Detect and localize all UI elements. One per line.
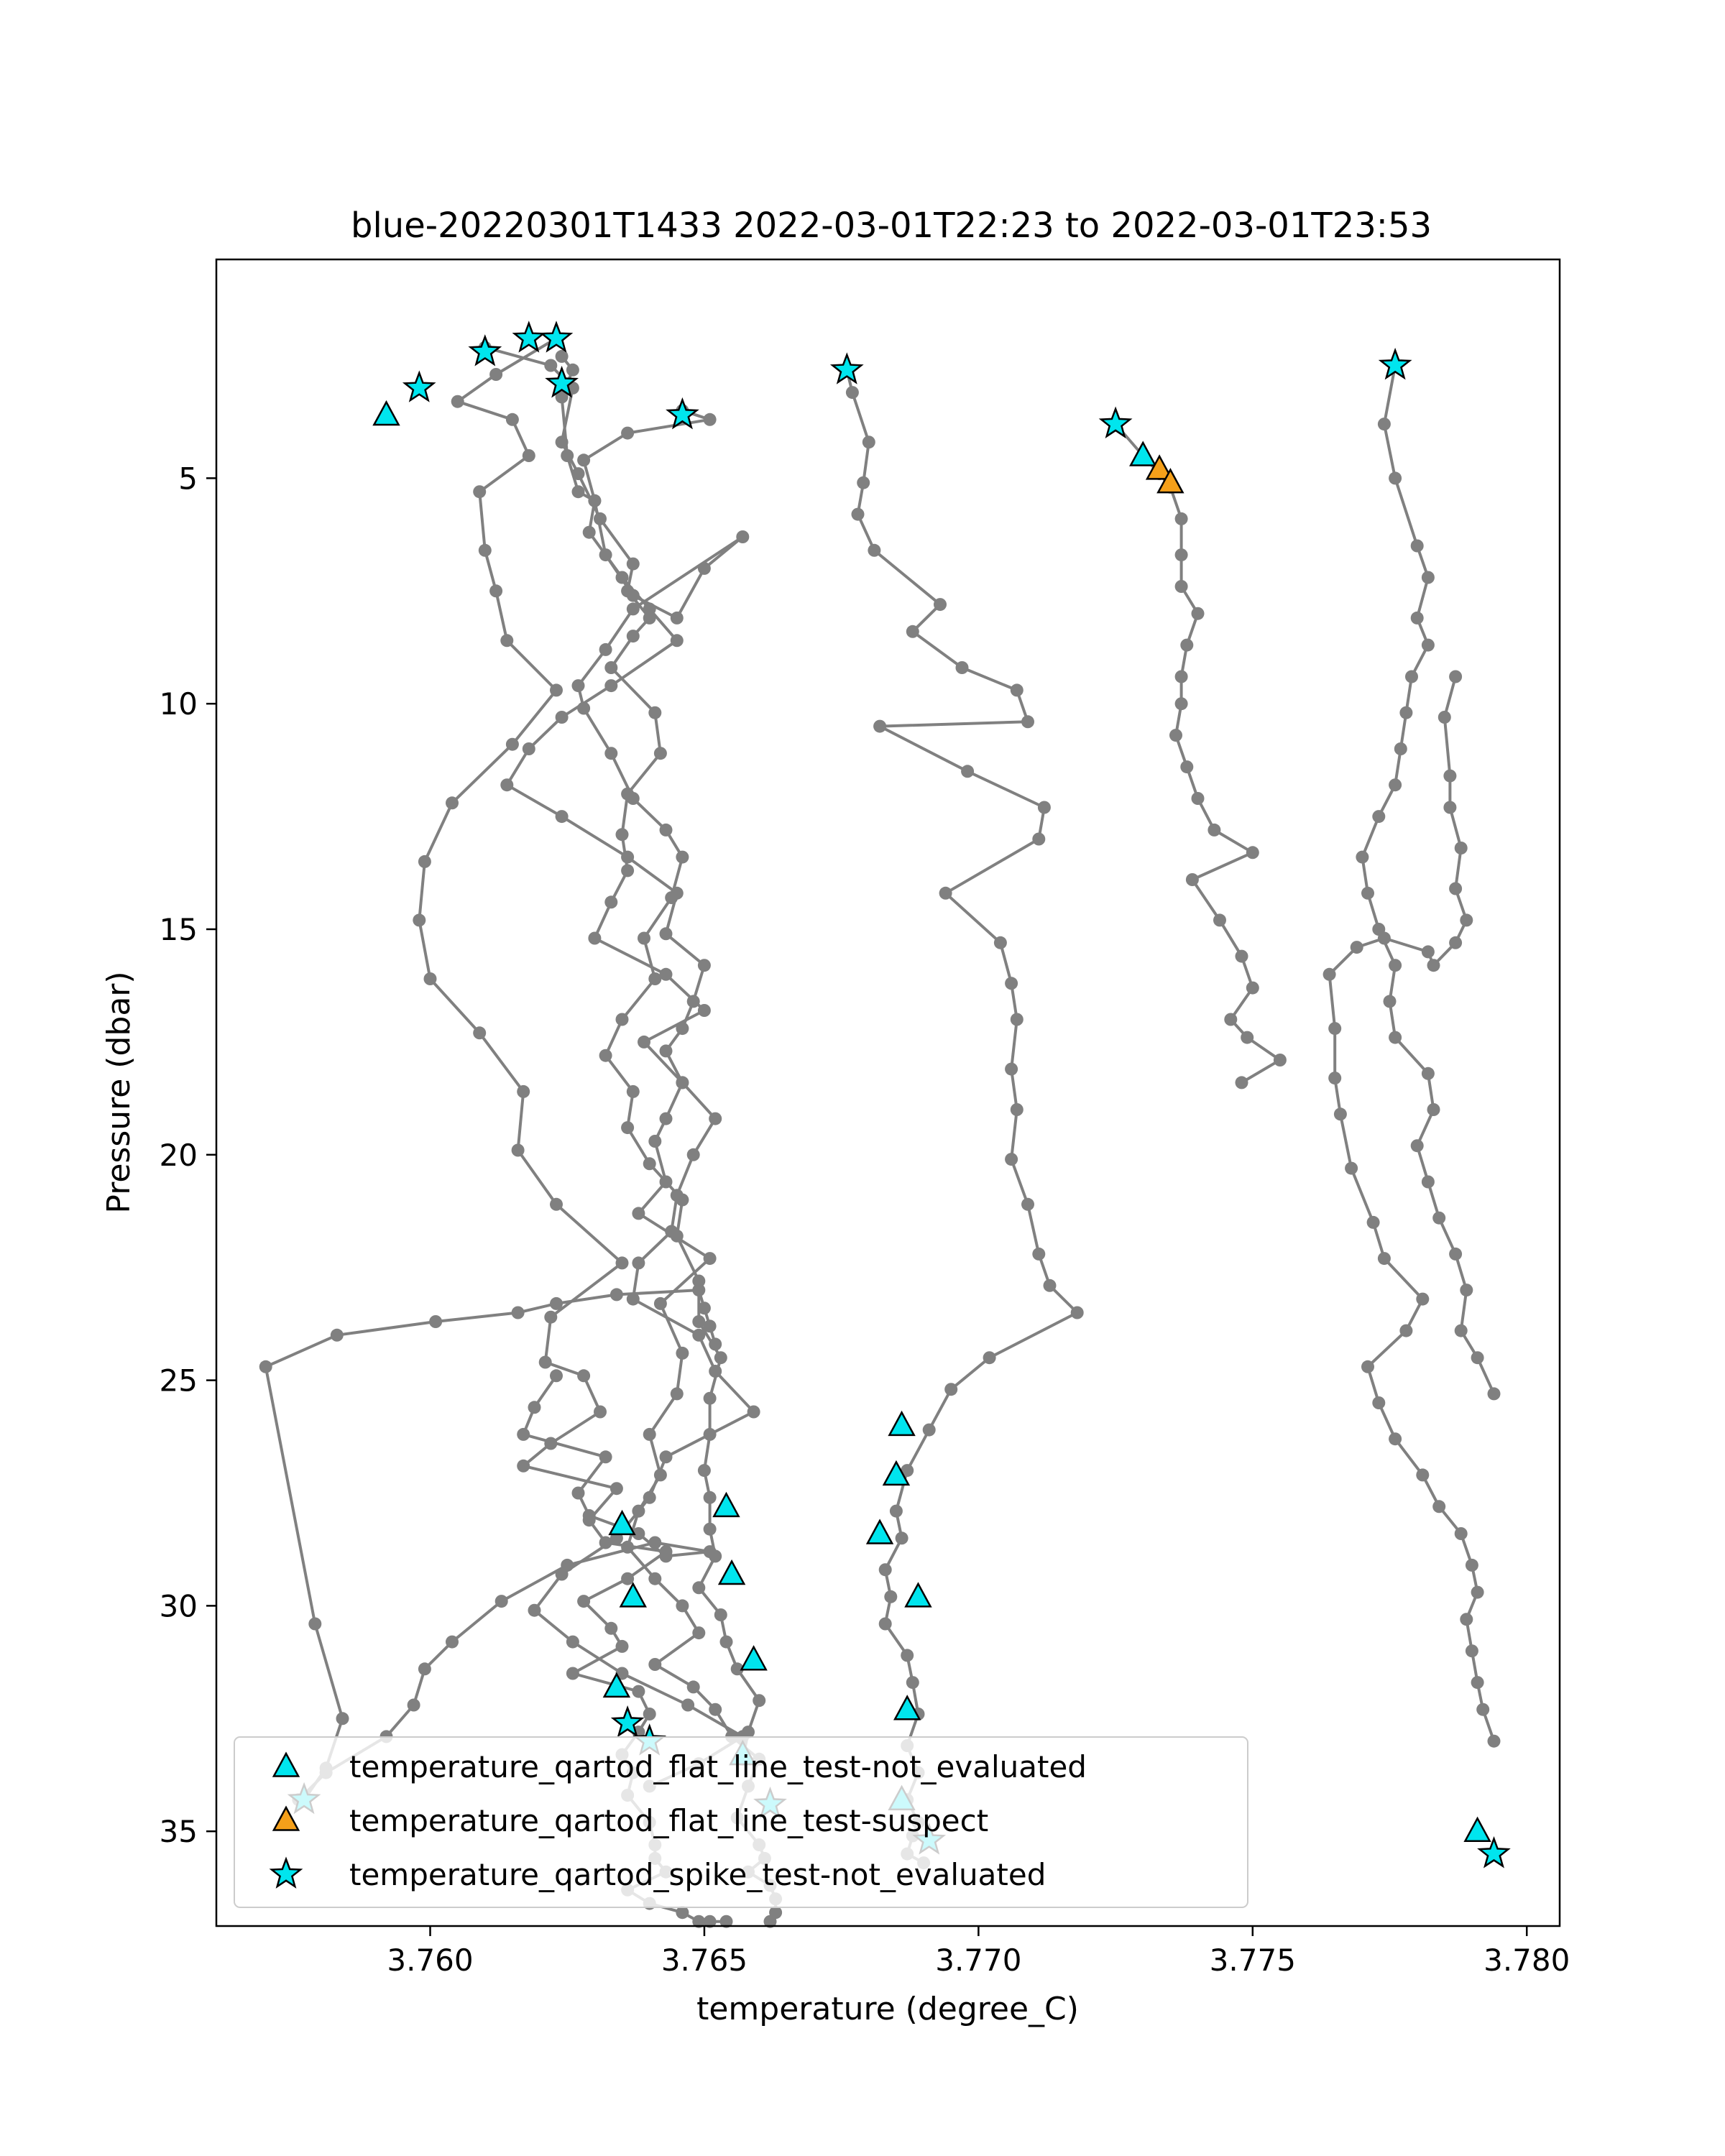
profile-point	[1192, 607, 1205, 620]
profile-point	[1443, 801, 1456, 814]
profile-point	[704, 1392, 717, 1405]
profile-point	[1389, 1432, 1402, 1445]
profile-point	[879, 1563, 892, 1576]
profile-point	[1422, 1067, 1435, 1080]
profile-point	[566, 1636, 579, 1649]
profile-point	[512, 1307, 525, 1319]
profile-point	[692, 1626, 705, 1639]
profile-point	[1323, 968, 1336, 981]
profile-point	[994, 936, 1007, 949]
x-tick-label: 3.765	[661, 1943, 748, 1978]
profile-point	[1389, 959, 1402, 972]
profile-point	[621, 864, 634, 877]
profile-point	[698, 959, 711, 972]
profile-point	[1389, 778, 1402, 791]
profile-point	[1394, 742, 1407, 755]
profile-point	[704, 1252, 717, 1265]
profile-point	[1466, 1559, 1478, 1572]
profile-point	[588, 494, 601, 507]
profile-point	[648, 1537, 661, 1549]
profile-point	[1005, 977, 1018, 990]
profile-point	[1443, 770, 1456, 783]
profile-point	[714, 1351, 727, 1364]
profile-point	[1416, 1468, 1429, 1481]
profile-point	[1246, 982, 1259, 995]
profile-point	[687, 1148, 700, 1161]
profile-point	[676, 851, 689, 864]
profile-point	[879, 1618, 892, 1631]
profile-point	[1328, 1022, 1341, 1035]
profile-point	[709, 1365, 722, 1378]
profile-point	[862, 436, 875, 448]
profile-point	[1432, 1500, 1445, 1513]
profile-point	[643, 612, 656, 625]
profile-point	[698, 562, 711, 575]
profile-point	[1399, 1325, 1412, 1337]
profile-point	[906, 1676, 919, 1689]
profile-point	[692, 1581, 705, 1594]
profile-point	[1422, 945, 1435, 958]
profile-point	[561, 1559, 574, 1572]
profile-point	[638, 932, 650, 945]
profile-point	[1175, 671, 1188, 683]
profile-point	[1241, 1031, 1254, 1044]
profile-point	[704, 1523, 717, 1536]
profile-point	[1021, 715, 1034, 728]
profile-point	[1471, 1676, 1484, 1689]
legend	[234, 1737, 1248, 1907]
y-tick-label: 35	[159, 1814, 198, 1850]
legend-label: temperature_qartod_flat_line_test-not_evaluated	[349, 1749, 1087, 1784]
profile-point	[616, 828, 629, 841]
profile-point	[627, 558, 640, 571]
profile-point	[621, 584, 634, 597]
profile-point	[418, 855, 431, 868]
profile-point	[495, 1595, 508, 1608]
profile-point	[1449, 936, 1462, 949]
profile-point	[676, 1022, 689, 1035]
profile-point	[489, 368, 502, 381]
profile-point	[594, 1406, 607, 1419]
profile-point	[621, 1572, 634, 1585]
profile-point	[556, 711, 569, 724]
profile-point	[692, 1284, 705, 1296]
profile-point	[852, 508, 865, 521]
profile-point	[654, 1468, 667, 1481]
profile-point	[1208, 824, 1220, 837]
profile-point	[577, 1595, 590, 1608]
profile-point	[413, 913, 426, 926]
profile-point	[1438, 711, 1451, 724]
profile-point	[884, 1590, 897, 1603]
profile-point	[1032, 1248, 1045, 1261]
profile-point	[748, 1406, 760, 1419]
profile-point	[512, 1144, 525, 1157]
profile-point	[1372, 810, 1385, 823]
profile-point	[1466, 1644, 1478, 1657]
profile-point	[660, 1450, 673, 1463]
profile-point	[627, 602, 640, 615]
y-tick-label: 25	[159, 1363, 198, 1399]
profile-point	[550, 1369, 563, 1382]
profile-point	[621, 1121, 634, 1134]
profile-point	[1180, 760, 1193, 773]
profile-point	[676, 1347, 689, 1360]
profile-point	[506, 738, 519, 751]
profile-point	[704, 1319, 717, 1332]
profile-point	[604, 1622, 617, 1635]
profile-point	[720, 1636, 733, 1649]
profile-point	[599, 1537, 612, 1549]
profile-point	[550, 683, 563, 696]
profile-point	[1449, 883, 1462, 895]
profile-point	[500, 778, 513, 791]
profile-point	[599, 1049, 612, 1062]
profile-point	[1427, 959, 1440, 972]
x-tick-label: 3.775	[1209, 1943, 1296, 1978]
profile-point	[671, 634, 684, 647]
profile-point	[709, 1112, 722, 1125]
x-tick-label: 3.770	[935, 1943, 1022, 1978]
profile-point	[1422, 571, 1435, 584]
profile-point	[660, 927, 673, 940]
profile-point	[632, 1256, 645, 1269]
profile-point	[1213, 913, 1226, 926]
profile-point	[556, 436, 569, 448]
profile-point	[572, 1487, 585, 1500]
profile-point	[944, 1383, 957, 1396]
profile-point	[566, 364, 579, 377]
profile-point	[1367, 1216, 1380, 1229]
profile-point	[1399, 706, 1412, 719]
profile-point	[1236, 950, 1248, 963]
profile-point	[604, 661, 617, 674]
profile-point	[956, 661, 969, 674]
profile-point	[704, 413, 717, 426]
profile-point	[1372, 1396, 1385, 1409]
profile-point	[846, 386, 859, 399]
profile-point	[1274, 1054, 1287, 1067]
profile-point	[1460, 1284, 1473, 1296]
y-tick-label: 30	[159, 1588, 198, 1624]
profile-point	[923, 1424, 936, 1437]
profile-point	[1422, 639, 1435, 652]
profile-point	[961, 765, 974, 778]
profile-point	[660, 1176, 673, 1189]
profile-point	[676, 1599, 689, 1612]
profile-point	[308, 1618, 321, 1631]
profile-point	[671, 1189, 684, 1202]
profile-point	[544, 1311, 557, 1324]
profile-point	[671, 1387, 684, 1400]
profile-point	[259, 1360, 272, 1373]
profile-point	[616, 571, 629, 584]
profile-point	[1378, 418, 1391, 430]
profile-point	[660, 1044, 673, 1057]
x-tick-label: 3.780	[1484, 1943, 1570, 1978]
profile-point	[583, 526, 596, 539]
profile-point	[1328, 1072, 1341, 1084]
profile-point	[588, 932, 601, 945]
profile-point	[1361, 1360, 1374, 1373]
profile-point	[599, 1450, 612, 1463]
profile-point	[698, 1302, 711, 1314]
x-axis-label: temperature (degree_C)	[696, 1991, 1079, 2027]
profile-point	[604, 895, 617, 908]
profile-point	[660, 1112, 673, 1125]
x-tick-label: 3.760	[387, 1943, 474, 1978]
profile-point	[331, 1329, 344, 1342]
profile-point	[1351, 941, 1363, 954]
profile-point	[1416, 1293, 1429, 1306]
profile-point	[451, 395, 464, 408]
profile-point	[1071, 1307, 1084, 1319]
y-tick-label: 5	[178, 461, 198, 497]
profile-point	[901, 1649, 914, 1662]
profile-point	[704, 1428, 717, 1441]
profile-point	[1411, 1139, 1424, 1152]
profile-point	[704, 1545, 717, 1558]
profile-point	[654, 1297, 667, 1310]
profile-point	[648, 1572, 661, 1585]
profile-point	[1427, 1103, 1440, 1116]
profile-point	[544, 359, 557, 372]
profile-point	[983, 1351, 996, 1364]
profile-point	[544, 1437, 557, 1450]
profile-point	[934, 598, 947, 611]
profile-point	[539, 1356, 552, 1369]
profile-point	[692, 1329, 705, 1342]
profile-point	[868, 544, 880, 557]
profile-point	[550, 1198, 563, 1211]
profile-point	[577, 702, 590, 715]
profile-point	[687, 995, 700, 1008]
profile-point	[857, 476, 870, 489]
legend-label: temperature_qartod_flat_line_test-suspect	[349, 1803, 989, 1838]
profile-point	[1449, 671, 1462, 683]
profile-point	[572, 679, 585, 692]
profile-point	[906, 625, 919, 638]
profile-point	[1038, 801, 1051, 814]
profile-point	[1449, 1248, 1462, 1261]
profile-point	[473, 1026, 486, 1039]
profile-point	[890, 1505, 903, 1518]
profile-point	[1411, 540, 1424, 553]
profile-point	[473, 485, 486, 498]
profile-point	[648, 706, 661, 719]
profile-point	[709, 1337, 722, 1350]
profile-point	[1005, 1063, 1018, 1076]
y-tick-label: 20	[159, 1137, 198, 1173]
profile-point	[1389, 471, 1402, 484]
profile-point	[1175, 548, 1188, 561]
profile-point	[616, 1013, 629, 1026]
profile-point	[621, 851, 634, 864]
profile-point	[736, 530, 749, 543]
profile-point	[1180, 639, 1193, 652]
profile-point	[1032, 833, 1045, 846]
profile-point	[566, 1667, 579, 1680]
profile-point	[1175, 580, 1188, 593]
profile-point	[671, 612, 684, 625]
profile-point	[1460, 913, 1473, 926]
profile-point	[632, 1207, 645, 1220]
profile-point	[517, 1085, 530, 1098]
profile-point	[523, 742, 535, 755]
profile-point	[594, 512, 607, 525]
profile-point	[660, 824, 673, 837]
profile-point	[1476, 1703, 1489, 1716]
chart-title: blue-20220301T1433 2022-03-01T22:23 to 2022-03-01T23:53	[350, 206, 1432, 246]
profile-point	[687, 1680, 700, 1693]
profile-point	[572, 467, 585, 480]
profile-point	[1488, 1387, 1501, 1400]
profile-point	[1246, 846, 1259, 859]
profile-point	[500, 634, 513, 647]
profile-point	[336, 1712, 349, 1725]
profile-point	[1011, 1103, 1024, 1116]
profile-point	[660, 968, 673, 981]
profile-point	[523, 449, 535, 462]
profile-point	[1175, 697, 1188, 710]
profile-point	[1044, 1279, 1057, 1292]
profile-point	[1455, 1527, 1468, 1540]
profile-point	[1422, 1176, 1435, 1189]
profile-point	[583, 1509, 596, 1522]
profile-point	[1005, 1153, 1018, 1166]
profile-point	[610, 1288, 623, 1301]
profile-point	[616, 1256, 629, 1269]
profile-point	[429, 1315, 442, 1328]
profile-point	[681, 1699, 694, 1712]
profile-point	[643, 1708, 656, 1720]
profile-point	[1011, 1013, 1024, 1026]
profile-point	[418, 1662, 431, 1675]
profile-point	[654, 747, 667, 760]
profile-point	[1455, 1325, 1468, 1337]
profile-point	[671, 887, 684, 900]
profile-point	[616, 1640, 629, 1653]
profile-point	[479, 544, 492, 557]
profile-point	[1021, 1198, 1034, 1211]
profile-point	[577, 453, 590, 466]
profile-point	[896, 1531, 908, 1544]
profile-point	[572, 485, 585, 498]
profile-point	[1405, 671, 1418, 683]
profile-point	[489, 584, 502, 597]
profile-point	[621, 427, 634, 440]
profile-point	[1224, 1013, 1237, 1026]
y-axis-label: Pressure (dbar)	[101, 971, 137, 1214]
profile-point	[1236, 1076, 1248, 1089]
profile-point	[556, 810, 569, 823]
profile-point	[446, 796, 459, 809]
profile-point	[1460, 1613, 1473, 1626]
profile-point	[1175, 512, 1188, 525]
profile-point	[632, 1685, 645, 1698]
y-tick-label: 15	[159, 911, 198, 947]
profile-point	[709, 1703, 722, 1716]
profile-point	[528, 1604, 541, 1617]
profile-point	[1334, 1107, 1347, 1120]
profile-point	[627, 630, 640, 642]
profile-point	[648, 1135, 661, 1148]
profile-point	[627, 1085, 640, 1098]
profile-point	[643, 1491, 656, 1504]
profile-point	[1432, 1212, 1445, 1225]
profile-point	[643, 1157, 656, 1170]
profile-point	[550, 1297, 563, 1310]
profile-point	[638, 1036, 650, 1049]
profile-point	[1345, 1162, 1358, 1175]
profile-point	[561, 449, 574, 462]
profile-point	[1378, 1252, 1391, 1265]
profile-point	[643, 1428, 656, 1441]
profile-point	[704, 1491, 717, 1504]
profile-point	[660, 1549, 673, 1562]
profile-point	[1011, 683, 1024, 696]
profile-point	[1361, 887, 1374, 900]
profile-point	[648, 1658, 661, 1671]
profile-point	[506, 413, 519, 426]
profile-point	[446, 1636, 459, 1649]
y-tick-label: 10	[159, 686, 198, 722]
profile-point	[577, 1369, 590, 1382]
profile-point	[1356, 851, 1368, 864]
profile-point	[1378, 932, 1391, 945]
profile-point	[517, 1428, 530, 1441]
profile-point	[1471, 1351, 1484, 1364]
legend-label: temperature_qartod_spike_test-not_evaluated	[349, 1857, 1046, 1892]
profile-point	[873, 720, 886, 733]
profile-point	[1192, 792, 1205, 805]
profile-point	[698, 1464, 711, 1477]
profile-point	[604, 747, 617, 760]
profile-point	[621, 1541, 634, 1554]
profile-point	[676, 1076, 689, 1089]
profile-point	[1455, 842, 1468, 854]
profile-point	[939, 887, 952, 900]
profile-point	[408, 1699, 420, 1712]
profile-point	[599, 643, 612, 656]
profile-point	[424, 972, 437, 985]
profile-point	[1389, 1031, 1402, 1044]
profile-point	[621, 788, 634, 801]
profile-point	[517, 1460, 530, 1473]
profile-point	[1186, 873, 1199, 886]
profile-point	[698, 1004, 711, 1017]
profile-point	[1169, 729, 1182, 742]
profile-point	[632, 1505, 645, 1518]
profile-point	[1488, 1735, 1501, 1748]
profile-point	[1384, 995, 1397, 1008]
profile-point	[610, 1482, 623, 1495]
profile-point	[753, 1694, 765, 1707]
profile-point	[714, 1608, 727, 1621]
profile-point	[604, 679, 617, 692]
profile-point	[1411, 612, 1424, 625]
profile-point	[1471, 1586, 1484, 1599]
profile-point	[528, 1401, 541, 1414]
profile-point	[665, 1225, 678, 1238]
profile-point	[599, 548, 612, 561]
profile-point	[627, 1293, 640, 1306]
